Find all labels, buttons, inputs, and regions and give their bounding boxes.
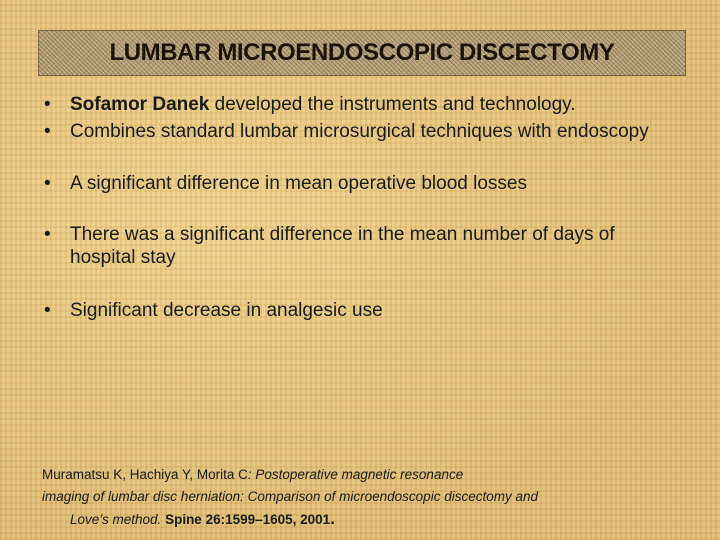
bullet-text: A significant difference in mean operative blood losses — [70, 173, 527, 194]
reference-line-3 — [42, 508, 692, 531]
reference-line-1 — [42, 464, 692, 486]
bullet-item — [40, 223, 680, 269]
bullet-dot: • — [44, 94, 51, 115]
bullet-item — [40, 299, 680, 322]
reference-line-2 — [42, 486, 692, 508]
bullet-text: Significant decrease in analgesic use — [70, 300, 383, 321]
reference-journal: Spine 26:1599–1605, 2001 — [161, 512, 331, 527]
bullet-dot: • — [44, 300, 51, 321]
bullet-text: developed the instruments and technology. — [209, 94, 576, 115]
reference-authors: Muramatsu K, Hachiya Y, Morita C — [42, 467, 248, 482]
reference-title-part1: : Postoperative magnetic resonance — [247, 467, 464, 482]
slide-title: LUMBAR MICROENDOSCOPIC DISCECTOMY — [109, 39, 615, 66]
reference-citation — [42, 464, 692, 531]
bullet-text: Combines standard lumbar microsurgical techniques with endoscopy — [70, 121, 649, 142]
bullet-item — [40, 93, 680, 116]
bullet-dot: • — [44, 224, 51, 245]
bullet-item — [40, 120, 680, 143]
bullet-dot: • — [44, 173, 51, 194]
bullet-item — [40, 172, 680, 195]
title-banner — [38, 30, 686, 76]
reference-period: . — [330, 509, 335, 528]
reference-title-part3: Love’s method. — [70, 512, 162, 527]
bullet-bold-text: Sofamor Danek — [70, 94, 210, 115]
bullet-text: There was a significant difference in the mean number of days of hospital stay — [70, 224, 615, 268]
reference-title-part2: imaging of lumbar disc herniation: Comparison of microendoscopic discectomy and — [42, 489, 538, 504]
bullet-dot: • — [44, 121, 51, 142]
bullet-list — [40, 93, 680, 322]
